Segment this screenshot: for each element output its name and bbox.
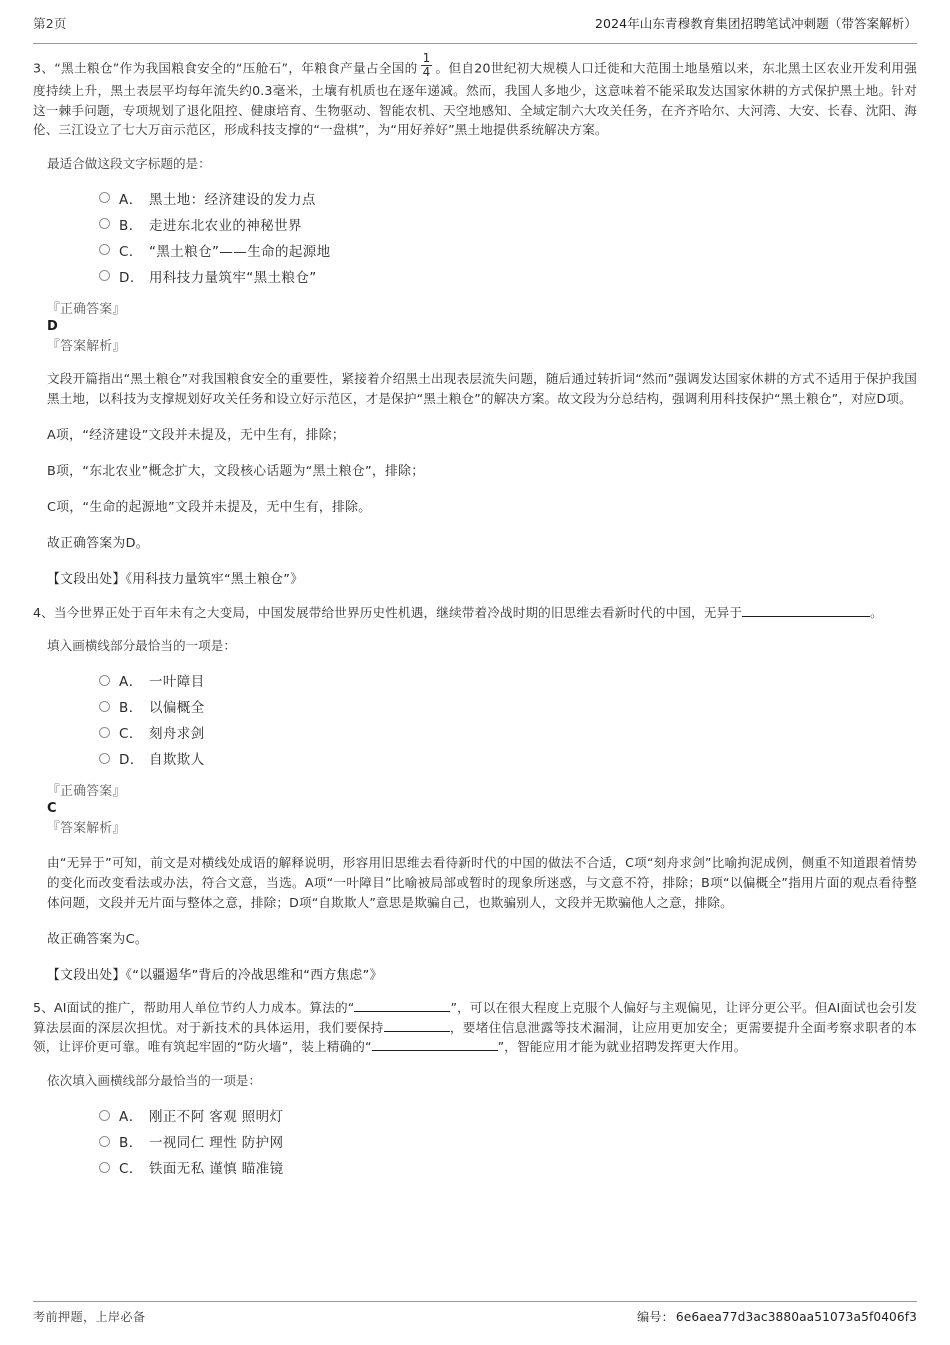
option-text: “黑土粮仓”——生命的起源地 xyxy=(149,243,331,260)
question-3-note-a: A项，“经济建设”文段并未提及，无中生有，排除； xyxy=(47,427,345,443)
option-3-a[interactable] xyxy=(99,185,917,211)
question-3-analysis-text: 文段开篇指出“黑土粮仓”对我国粮食安全的重要性，紧接着介绍黑土出现表层流失问题，随后通过转折词“然而”强调发达国家休耕的方式不适用于保护我国黑土地，以科技为支撑规划好攻关任务和设立好示范区，才是保护“黑土粮仓”的解决方案。故文段为分总结构，强调利用科技保护“黑土粮仓”，对应D项。 xyxy=(47,370,917,406)
option-3-d[interactable] xyxy=(99,263,917,289)
radio-icon[interactable] xyxy=(99,1136,110,1147)
fraction-numerator: 1 xyxy=(422,51,431,65)
page-header xyxy=(33,14,917,44)
option-text: 自欺欺人 xyxy=(149,752,205,769)
question-3-source: 【文段出处】《用科技力量筑牢“黑土粮仓”》 xyxy=(47,571,304,587)
question-block-4 xyxy=(33,603,917,986)
question-4-number: 4、 xyxy=(33,604,54,620)
question-5-stem-seg4: ”，智能应用才能为就业招聘发挥更大作用。 xyxy=(497,1039,747,1055)
question-3-conclusion: 故正确答案为D。 xyxy=(47,535,149,551)
radio-icon[interactable] xyxy=(99,753,110,764)
option-letter: D． xyxy=(119,269,144,286)
question-4-analysis-label: 『答案解析』 xyxy=(47,821,126,837)
radio-icon[interactable] xyxy=(99,192,110,203)
question-3-stem xyxy=(33,51,917,140)
question-5-stem-seg1: AI面试的推广，帮助用人单位节约人力成本。算法的“ xyxy=(53,1000,355,1016)
question-3-note-b: B项，“东北农业”概念扩大，文段核心话题为“黑土粮仓”，排除； xyxy=(47,463,425,479)
footer-serial xyxy=(637,1308,917,1325)
option-letter: C． xyxy=(119,243,143,260)
question-4-analysis-text: 由“无异于”可知，前文是对横线处成语的解释说明，形容用旧思维去看待新时代的中国的做法不合适，C项“刻舟求剑”比喻拘泥成例，侧重不知道跟着情势的变化而改变看法或办法，符合文意，当选。A项“一叶障目”比喻被局部或暂时的现象所迷惑，与文意不符，排除；B项“以偏概全”指用片面的观点看待整体问题，文段并无片面与整体之意，排除；D项“自欺欺人”意思是欺骗自己，也欺骗别人，文段并无欺骗他人之意，排除。 xyxy=(47,855,917,911)
question-3-analysis-label: 『答案解析』 xyxy=(47,338,126,354)
page-number-label: 第2页 xyxy=(33,16,67,31)
question-3-stem-part2: 。但自20世纪初大规模人口迁徙和大范围土地垦殖以来，东北黑土区农业开发利用强度持续上升，黑土表层平均每年流失约0.3毫米，土壤有机质也在逐年递减。然而，我国人多地少，这意味着不能采取发达国家休耕的方式保护黑土地。针对这一棘手问题，专项规划了退化阻控、健康培育、生物驱动、智能农机、天空地感知、全域定制六大攻关任务，在齐齐哈尔、大河湾、大安、长春、沈阳、海伦、三江设立了七大万亩示范区，形成科技支撑的“一盘棋”，为“用好养好”黑土地提供系统解决方案。 xyxy=(33,60,917,138)
option-4-b[interactable] xyxy=(99,693,917,719)
question-4-conclusion: 故正确答案为C。 xyxy=(47,932,148,948)
question-3-options xyxy=(33,185,917,289)
fraction-denominator: 4 xyxy=(422,64,431,79)
option-text: 一叶障目 xyxy=(149,674,205,691)
option-letter: A． xyxy=(119,1109,143,1126)
page-content xyxy=(33,48,917,1180)
question-3-answer-value: D xyxy=(47,318,58,334)
question-4-stem xyxy=(33,603,917,623)
question-4-answer-label: 『正确答案』 xyxy=(47,784,126,800)
question-5-stem-seg2: ”，可以在很大程度上克服个人偏好与主观偏见，让评分更公平。但AI面试也会引发算法层面的深层次担忧。对于新技术的具体运用，我们要保持 xyxy=(33,1000,917,1035)
question-3-answer-label: 『正确答案』 xyxy=(47,301,126,317)
option-3-c[interactable] xyxy=(99,237,917,263)
question-3-stem-part1: “黑土粮仓”作为我国粮食安全的“压舱石”，年粮食产量占全国的 xyxy=(54,60,418,76)
question-5-stem-seg3: ，要堵住信息泄露等技术漏洞，让应用更加安全；更需要提升全面考察求职者的本领，让评价更可靠。唯有筑起牢固的“防火墙”，装上精确的“ xyxy=(33,1019,917,1055)
option-text: 刚正不阿 客观 照明灯 xyxy=(149,1109,284,1126)
question-5-blank-1 xyxy=(354,998,450,1012)
option-letter: A． xyxy=(119,674,143,691)
option-text: 一视同仁 理性 防护网 xyxy=(149,1135,284,1152)
option-letter: C． xyxy=(119,726,143,743)
document-title: 2024年山东青穆教育集团招聘笔试冲刺题（带答案解析） xyxy=(594,16,917,31)
option-letter: B． xyxy=(119,1135,143,1152)
question-3-note-c: C项，“生命的起源地”文段并未提及，无中生有，排除。 xyxy=(47,499,372,515)
question-4-source: 【文段出处】《“以疆遏华”背后的冷战思维和“西方焦虑”》 xyxy=(47,968,383,984)
option-5-b[interactable] xyxy=(99,1128,917,1154)
serial-value: 6e6aea77d3ac3880aa51073a5f0406f3 xyxy=(675,1310,917,1324)
question-4-stem-part1: 当今世界正处于百年未有之大变局，中国发展带给世界历史性机遇，继续带着冷战时期的旧思维去看新时代的中国，无异于 xyxy=(53,604,743,620)
option-3-b[interactable] xyxy=(99,211,917,237)
option-text: 黑土地：经济建设的发力点 xyxy=(149,191,316,208)
question-5-stem xyxy=(33,998,917,1057)
serial-label: 编号： xyxy=(637,1310,674,1324)
option-5-c[interactable] xyxy=(99,1154,917,1180)
question-5-options xyxy=(33,1102,917,1180)
option-letter: B． xyxy=(119,700,143,717)
option-text: 用科技力量筑牢“黑土粮仓” xyxy=(149,269,317,286)
question-block-3 xyxy=(33,51,917,589)
fraction-one-quarter xyxy=(421,52,433,79)
option-text: 铁面无私 谨慎 瞄准镜 xyxy=(149,1161,284,1178)
question-4-prompt: 填入画横线部分最恰当的一项是： xyxy=(47,638,236,654)
page-footer xyxy=(33,1301,917,1325)
radio-icon[interactable] xyxy=(99,1110,110,1121)
option-4-c[interactable] xyxy=(99,719,917,745)
question-4-stem-part2: 。 xyxy=(870,604,883,620)
radio-icon[interactable] xyxy=(99,270,110,281)
question-block-5 xyxy=(33,998,917,1180)
option-letter: A． xyxy=(119,191,143,208)
option-4-a[interactable] xyxy=(99,667,917,693)
question-4-answer-value: C xyxy=(47,801,57,817)
question-5-number: 5、 xyxy=(33,1000,54,1016)
option-text: 刻舟求剑 xyxy=(149,726,205,743)
option-letter: D． xyxy=(119,752,144,769)
radio-icon[interactable] xyxy=(99,675,110,686)
question-4-blank xyxy=(742,603,870,617)
question-3-prompt: 最适合做这段文字标题的是： xyxy=(47,155,211,171)
question-3-number: 3、 xyxy=(33,60,55,76)
question-5-prompt: 依次填入画横线部分最恰当的一项是： xyxy=(47,1073,262,1089)
radio-icon[interactable] xyxy=(99,1162,110,1173)
option-text: 走进东北农业的神秘世界 xyxy=(149,217,302,234)
option-text: 以偏概全 xyxy=(149,700,205,717)
option-5-a[interactable] xyxy=(99,1102,917,1128)
radio-icon[interactable] xyxy=(99,701,110,712)
footer-slogan: 考前押题，上岸必备 xyxy=(33,1310,146,1324)
question-4-options xyxy=(33,667,917,771)
option-letter: B． xyxy=(119,217,143,234)
radio-icon[interactable] xyxy=(99,727,110,738)
option-4-d[interactable] xyxy=(99,745,917,771)
radio-icon[interactable] xyxy=(99,218,110,229)
question-5-blank-2 xyxy=(384,1018,450,1032)
radio-icon[interactable] xyxy=(99,244,110,255)
option-letter: C． xyxy=(119,1161,143,1178)
question-5-blank-3 xyxy=(372,1037,498,1051)
